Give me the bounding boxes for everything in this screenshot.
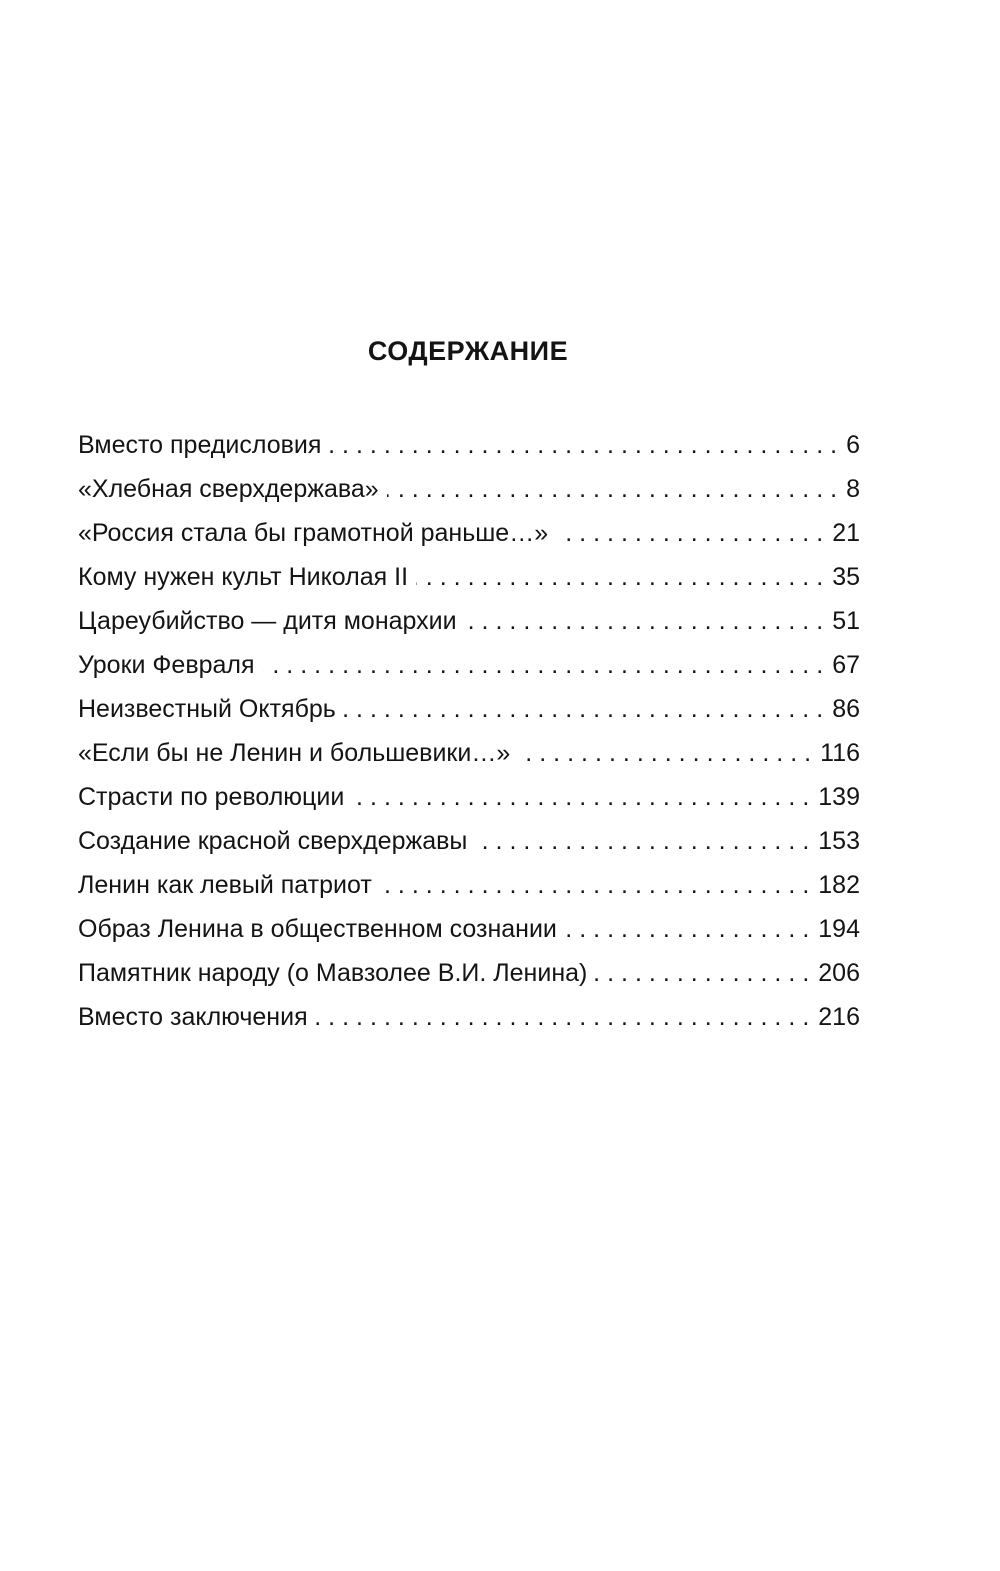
toc-entry bbox=[78, 819, 860, 863]
toc-entry-page: 35 bbox=[832, 563, 860, 591]
toc-leader-dots bbox=[465, 599, 831, 643]
toc-leader-dots bbox=[387, 467, 844, 511]
toc-leader-dots bbox=[565, 907, 816, 951]
toc-entry bbox=[78, 951, 860, 995]
toc-entry bbox=[78, 863, 860, 907]
toc-entry-page: 51 bbox=[832, 607, 860, 635]
toc-leader-dots bbox=[380, 863, 817, 907]
toc-entry-title: Уроки Февраля bbox=[78, 651, 255, 679]
toc-entry-page: 139 bbox=[818, 783, 860, 811]
toc-entry-page: 116 bbox=[820, 739, 860, 767]
toc-entry-title: Неизвестный Октябрь bbox=[78, 695, 336, 723]
toc-leader-dots bbox=[263, 643, 831, 687]
toc-entry bbox=[78, 775, 860, 819]
toc-entry-page: 8 bbox=[846, 475, 860, 503]
toc-entry-page: 6 bbox=[846, 431, 860, 459]
toc-entry bbox=[78, 599, 860, 643]
toc-entry-page: 153 bbox=[818, 827, 860, 855]
toc-entry bbox=[78, 555, 860, 599]
toc-entry-title: Страсти по революции bbox=[78, 783, 345, 811]
toc-entry-title: Создание красной сверхдержавы bbox=[78, 827, 468, 855]
toc-entry-page: 67 bbox=[832, 651, 860, 679]
toc-entry bbox=[78, 511, 860, 555]
toc-leader-dots bbox=[329, 423, 844, 467]
toc-entry bbox=[78, 731, 860, 775]
toc-entry-title: Памятник народу (о Мавзолее В.И. Ленина) bbox=[78, 959, 588, 987]
toc-entry-title: Образ Ленина в общественном сознании bbox=[78, 915, 557, 943]
toc-entry bbox=[78, 423, 860, 467]
toc-entry-title: «Если бы не Ленин и большевики…» bbox=[78, 739, 511, 767]
toc-entry-title: Кому нужен культ Николая II bbox=[78, 563, 409, 591]
toc-entry-title: «Россия стала бы грамотной раньше…» bbox=[78, 519, 549, 547]
toc-entry-page: 216 bbox=[818, 1003, 860, 1031]
toc-leader-dots bbox=[316, 995, 817, 1039]
toc-entry bbox=[78, 907, 860, 951]
toc-list bbox=[78, 423, 860, 1039]
toc-entry bbox=[78, 995, 860, 1039]
toc-leader-dots bbox=[352, 775, 816, 819]
toc-leader-dots bbox=[475, 819, 816, 863]
toc-entry-title: Вместо заключения bbox=[78, 1003, 308, 1031]
toc-entry bbox=[78, 643, 860, 687]
toc-leader-dots bbox=[556, 511, 830, 555]
toc-entry bbox=[78, 467, 860, 511]
toc-leader-dots bbox=[595, 951, 816, 995]
toc-entry-page: 86 bbox=[832, 695, 860, 723]
toc-entry-page: 194 bbox=[818, 915, 860, 943]
toc-leader-dots bbox=[416, 555, 830, 599]
toc-entry-page: 21 bbox=[832, 519, 860, 547]
toc-leader-dots bbox=[518, 731, 818, 775]
toc-entry-page: 182 bbox=[818, 871, 860, 899]
toc-entry-title: «Хлебная сверхдержава» bbox=[78, 475, 379, 503]
toc-entry-page: 206 bbox=[818, 959, 860, 987]
toc-entry-title: Ленин как левый патриот bbox=[78, 871, 372, 899]
toc-entry-title: Цареубийство — дитя монархии bbox=[78, 607, 457, 635]
toc-entry bbox=[78, 687, 860, 731]
toc-heading: СОДЕРЖАНИЕ bbox=[367, 336, 569, 366]
toc-entry-title: Вместо предисловия bbox=[78, 431, 322, 459]
toc-leader-dots bbox=[344, 687, 830, 731]
